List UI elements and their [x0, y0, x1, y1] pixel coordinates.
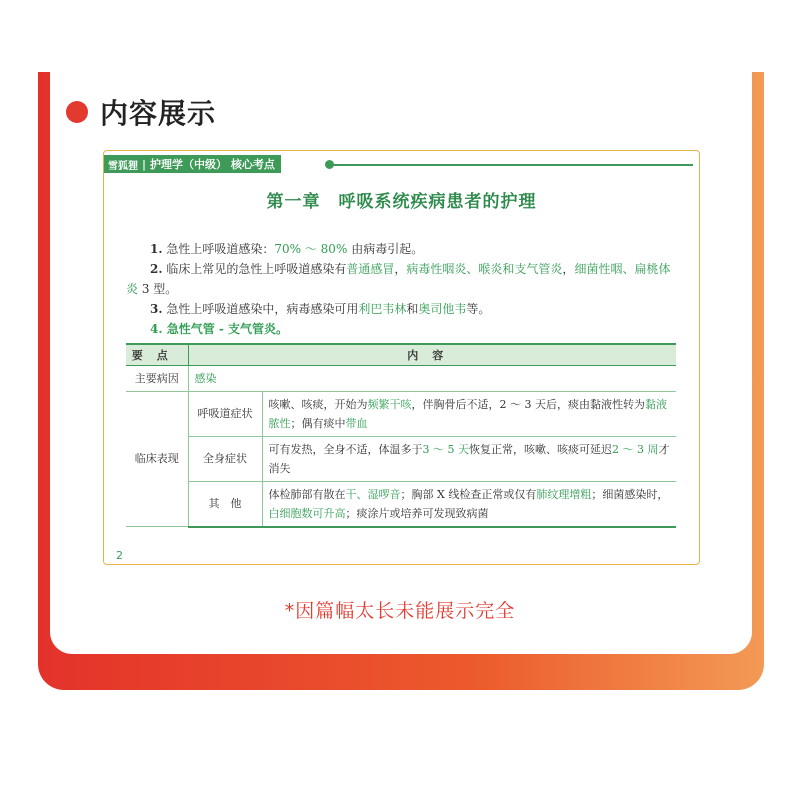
truncation-note: *因篇幅太长未能展示完全	[284, 600, 516, 622]
table-row	[126, 391, 676, 436]
table-row	[126, 436, 676, 481]
header-rule	[330, 164, 693, 166]
row-label-systemic: 全身症状	[188, 436, 262, 481]
point-2: 2. 临床上常见的急性上呼吸道感染有普通感冒，病毒性咽炎、喉炎和支气管炎，细菌性咽、扁桃体炎 3 型。	[126, 262, 671, 296]
chapter-title: 第一章 呼吸系统疾病患者的护理	[266, 192, 537, 212]
table-header-row	[126, 344, 676, 365]
page-header	[104, 155, 281, 173]
page-number: 2	[116, 549, 123, 562]
row-label-other: 其 他	[188, 481, 262, 527]
header-text: 护理学（中级） 核心考点	[150, 158, 275, 171]
red-dot-icon	[66, 101, 88, 123]
row-label-clinical: 临床表现	[126, 391, 188, 527]
fox-logo-icon: 雪狐狸	[108, 160, 138, 172]
header-tag	[104, 155, 281, 173]
section-header	[66, 92, 216, 132]
point-4: 4. 急性气管 - 支气管炎。	[150, 322, 289, 336]
book-page-preview	[103, 150, 700, 565]
section-title: 内容展示	[100, 97, 217, 130]
header-separator: |	[142, 157, 147, 171]
row-value-respiratory: 咳嗽、咳痰，开始为频繁干咳，伴胸骨后不适，2 ～ 3 天后，痰由黏液性转为黏液脓性；偶有痰中带血	[262, 391, 676, 436]
table-header-points: 要点	[126, 344, 188, 365]
row-label-respiratory: 呼吸道症状	[188, 391, 262, 436]
table-header-content: 内容	[188, 344, 676, 365]
key-points	[126, 239, 682, 339]
point-1: 1. 急性上呼吸道感染：70% ～ 80% 由病毒引起。	[150, 242, 424, 256]
key-table	[126, 343, 676, 528]
row-value-systemic: 可有发热，全身不适，体温多于3 ～ 5 天恢复正常，咳嗽、咳痰可延迟2 ～ 3 周才消失	[262, 436, 676, 481]
row-value-cause: 感染	[188, 365, 676, 391]
point-3: 3. 急性上呼吸道感染中，病毒感染可用利巴韦林和奥司他韦等。	[150, 302, 491, 316]
row-label-cause: 主要病因	[126, 365, 188, 391]
table-row	[126, 481, 676, 527]
table-row	[126, 365, 676, 391]
row-value-other: 体检肺部有散在干、湿啰音；胸部 X 线检查正常或仅有肺纹理增粗；细菌感染时，白细胞数可升高；痰涂片或培养可发现致病菌	[262, 481, 676, 527]
